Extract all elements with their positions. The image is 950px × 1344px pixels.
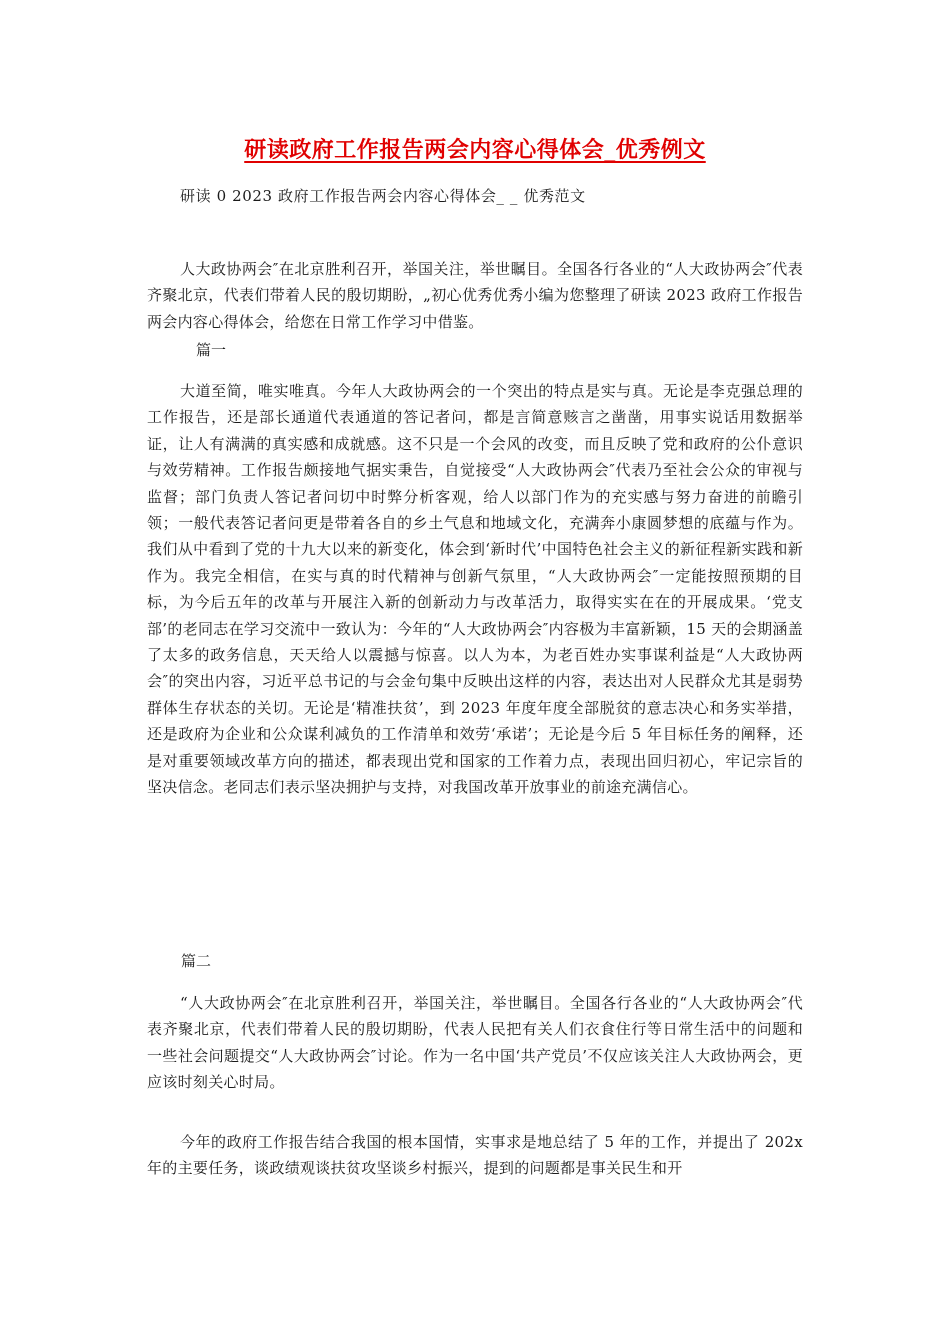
section-heading-2: 篇二 bbox=[181, 952, 212, 970]
section-1-paragraph: 大道至简，唯实唯真。今年人大政协两会的一个突出的特点是实与真。无论是李克强总理的工作报告，还是部长通道代表通道的答记者问，都是言简意赅言之凿凿，用事实说话用数据举证，让人有满满的真实感和成就感。这不只是一个会风的改变，而且反映了党和政府的公仆意识与效劳精神。工作报告颇接地气据实秉告，自觉接受“人大政协两会″代表乃至社会公众的审视与监督；部门负责人答记者问切中时弊分析客观，给人以部门作为的充实感与努力奋进的前瞻引领；一般代表答记者问更是带着各自的乡土气息和地域文化，充满奔小康圆梦想的底蕴与作为。我们从中看到了党的十九大以来的新变化，体会到‘新时代’中国特色社会主义的新征程新实践和新作为。我完全相信，在实与真的时代精神与创新气氛里，“人大政协两会″一定能按照预期的目标，为今后五年的改革与开展注入新的创新动力与改革活力，取得实实在在的开展成果。‘党支部’的老同志在学习交流中一致认为：今年的“人大政协两会″内容极为丰富新颖，15 天的会期涵盖了太多的政务信息，天天给人以震撼与惊喜。以人为本，为老百姓办实事谋利益是“人大政协两会″的突出内容，习近平总书记的与会金句集中反映出这样的内容，表达出对人民群众尤其是弱势群体生存状态的关切。无论是‘精准扶贫’，到 2023 年度年度全部脱贫的意志决心和务实举措，还是政府为企业和公众谋利减负的工作清单和效劳‘承诺’；无论是今后 5 年目标任务的阐释，还是对重要领域改革方向的描述，都表现出党和国家的工作着力点，表现出回归初心，牢记宗旨的坚决信念。老同志们表示坚决拥护与支持，对我国改革开放事业的前途充满信心。 bbox=[147, 382, 803, 797]
document-title: 研读政府工作报告两会内容心得体会_优秀例文 bbox=[244, 137, 706, 163]
section-heading-1: 篇一 bbox=[196, 341, 227, 359]
intro-paragraph: 人大政协两会″在北京胜利召开，举国关注，举世瞩目。全国各行各业的“人大政协两会″代表齐聚北京，代表们带着人民的殷切期盼，„初心优秀优秀小编为您整理了研读 2023 政府工作报告两会内容心得体会，给您在日常工作学习中借鉴。 bbox=[147, 260, 803, 331]
section-3-paragraph: 今年的政府工作报告结合我国的根本国情，实事求是地总结了 5 年的工作，并提出了 202x 年的主要任务，谈政绩观谈扶贫攻坚谈乡村振兴，提到的问题都是事关民生和开 bbox=[147, 1133, 803, 1178]
document-subtitle: 研读 0 2023 政府工作报告两会内容心得体会_ _ 优秀范文 bbox=[180, 187, 586, 205]
section-2-paragraph: “人大政协两会″在北京胜利召开，举国关注，举世瞩目。全国各行各业的“人大政协两会″代表齐聚北京，代表们带着人民的殷切期盼，代表人民把有关人们衣食住行等日常生活中的问题和一些社会问题提交“人大政协两会″讨论。作为一名中国‘共产党员’不仅应该关注人大政协两会，更应该时刻关心时局。 bbox=[147, 994, 803, 1092]
